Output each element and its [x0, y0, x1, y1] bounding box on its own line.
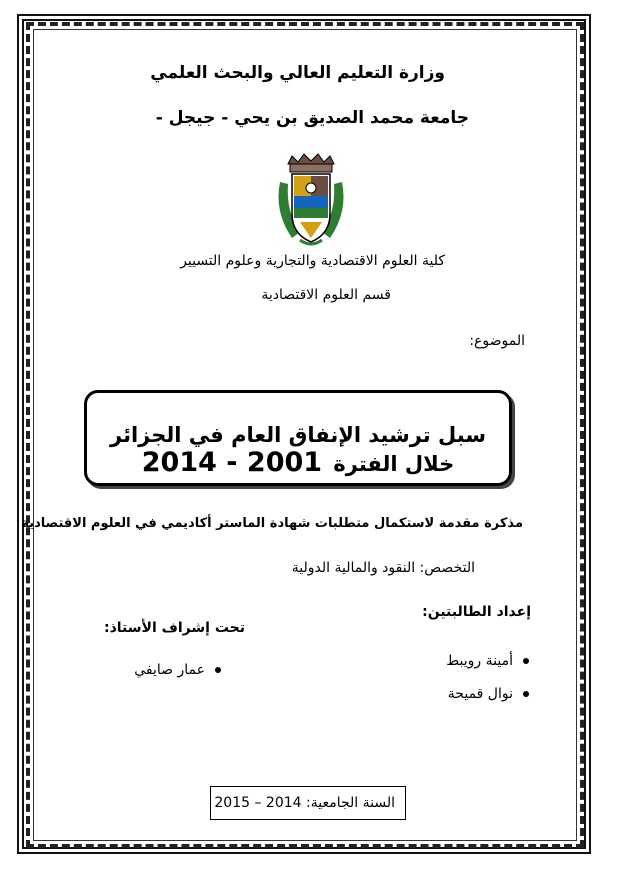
- thesis-title-years: 2001 - 2014: [141, 447, 323, 478]
- thesis-title-box: [84, 390, 512, 486]
- bullet-icon: [523, 691, 529, 697]
- specialty: التخصص: النقود والمالية الدولية: [291, 560, 475, 576]
- university-name: جامعة محمد الصديق بن يحي - جيجل -: [155, 108, 469, 128]
- department-name: قسم العلوم الاقتصادية: [261, 287, 391, 303]
- bullet-icon: [215, 667, 221, 673]
- student-name-text: أمينة رويبط: [446, 653, 513, 669]
- ministry-title: وزارة التعليم العالي والبحث العلمي: [150, 63, 445, 83]
- thesis-title-text: سبل ترشيد الإنفاق العام في الجزائر خلال الفترة: [110, 423, 486, 476]
- faculty-name: كلية العلوم الاقتصادية والتجارية وعلوم التسيير: [180, 253, 445, 269]
- subject-label: الموضوع:: [469, 333, 525, 349]
- academic-year: السنة الجامعية: 2014 – 2015: [214, 795, 395, 811]
- supervisor-name-text: عمار صايفي: [134, 662, 205, 678]
- bullet-icon: [523, 658, 529, 664]
- academic-year-box: [210, 786, 406, 820]
- student-name-text: نوال قميحة: [447, 686, 513, 702]
- student-name: [446, 653, 529, 669]
- supervisor-name: [134, 662, 221, 678]
- thesis-title: [87, 423, 509, 478]
- memoir-description: مذكرة مقدمة لاستكمال متطلبات شهادة الماستر أكاديمي في العلوم الاقتصادية: [21, 516, 523, 531]
- student-name: [448, 686, 529, 702]
- university-emblem-icon: [270, 152, 352, 250]
- supervision-label: تحت إشراف الأستاذ:: [104, 620, 245, 636]
- students-label: إعداد الطالبتين:: [422, 604, 531, 620]
